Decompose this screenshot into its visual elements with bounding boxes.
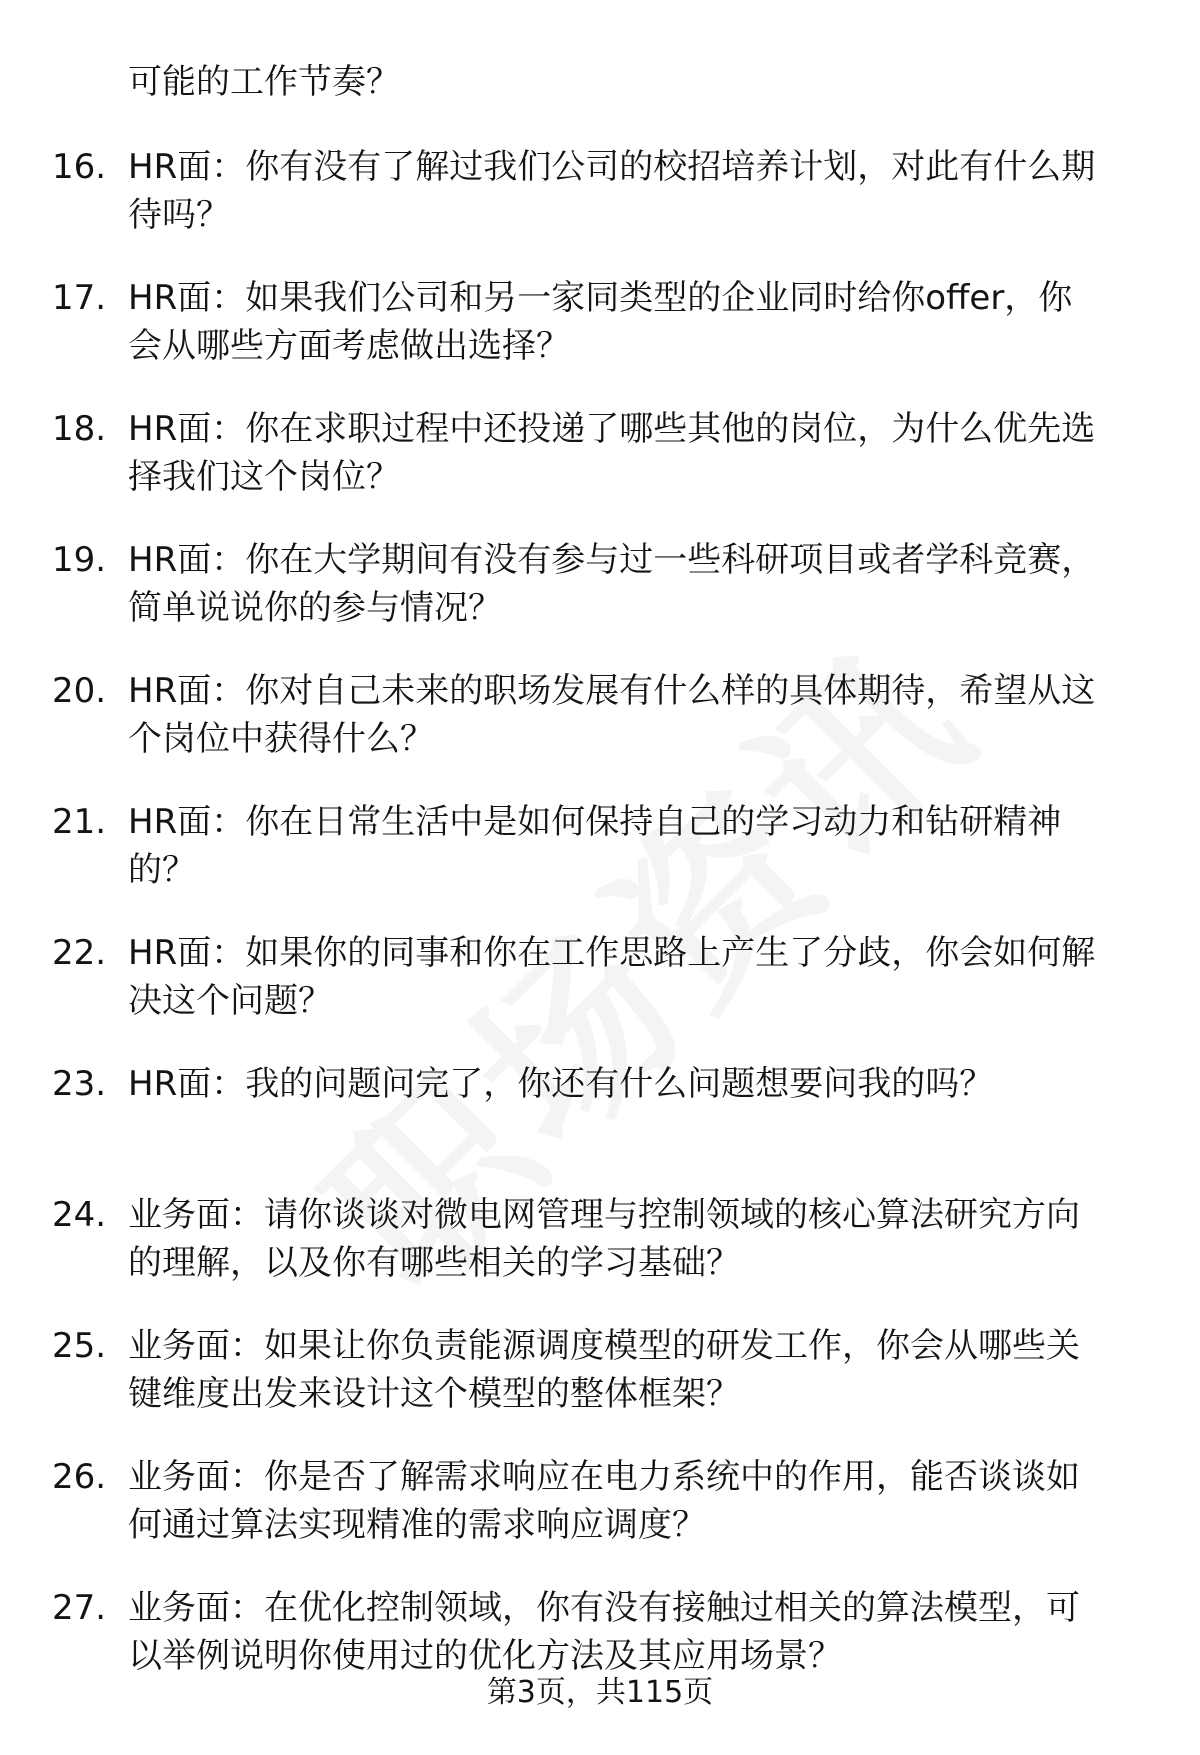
question-item bbox=[0, 1191, 1200, 1322]
question-item bbox=[0, 1453, 1200, 1584]
page-footer: 第3页，共115页 bbox=[486, 1675, 714, 1710]
question-number: 21. bbox=[52, 802, 107, 842]
question-text-line: 会从哪些方面考虑做出选择？ bbox=[128, 326, 570, 366]
question-item bbox=[0, 798, 1200, 929]
question-text-line: HR面：你在求职过程中还投递了哪些其他的岗位，为什么优先选 bbox=[128, 409, 1096, 449]
question-text-line: HR面：你在日常生活中是如何保持自己的学习动力和钻研精神 bbox=[128, 802, 1062, 842]
question-text-line: 的理解，以及你有哪些相关的学习基础？ bbox=[128, 1243, 740, 1283]
question-item bbox=[0, 143, 1200, 274]
question-text bbox=[128, 667, 1164, 763]
question-text bbox=[128, 536, 1164, 632]
question-text-line: HR面：你对自己未来的职场发展有什么样的具体期待，希望从这 bbox=[128, 671, 1096, 711]
question-text-line: 以举例说明你使用过的优化方法及其应用场景？ bbox=[128, 1636, 842, 1676]
question-text-line: 决这个问题？ bbox=[128, 981, 332, 1021]
question-item bbox=[0, 929, 1200, 1060]
question-text-line: 键维度出发来设计这个模型的整体框架？ bbox=[128, 1374, 740, 1414]
question-text bbox=[128, 929, 1164, 1025]
question-text-line: 简单说说你的参与情况？ bbox=[128, 588, 502, 628]
question-text bbox=[128, 1191, 1164, 1287]
question-number: 22. bbox=[52, 933, 107, 973]
question-number: 16. bbox=[52, 147, 107, 187]
question-number: 24. bbox=[52, 1195, 107, 1235]
question-text-line: 业务面：你是否了解需求响应在电力系统中的作用，能否谈谈如 bbox=[128, 1457, 1080, 1497]
question-text-line: HR面：如果我们公司和另一家同类型的企业同时给你offer，你 bbox=[128, 278, 1073, 318]
question-text-line: 个岗位中获得什么？ bbox=[128, 719, 434, 759]
question-number: 26. bbox=[52, 1457, 107, 1497]
question-text-line: 何通过算法实现精准的需求响应调度？ bbox=[128, 1505, 706, 1545]
question-item bbox=[0, 536, 1200, 667]
question-text bbox=[128, 798, 1164, 894]
question-number: 25. bbox=[52, 1326, 107, 1366]
question-text-line: 待吗？ bbox=[128, 195, 230, 235]
question-text-line: 业务面：在优化控制领域，你有没有接触过相关的算法模型，可 bbox=[128, 1588, 1080, 1628]
question-item bbox=[0, 1060, 1200, 1191]
question-text-line: HR面：你在大学期间有没有参与过一些科研项目或者学科竞赛， bbox=[128, 540, 1096, 580]
question-list bbox=[0, 143, 1200, 1715]
question-text bbox=[128, 143, 1164, 239]
continuation-line: 可能的工作节奏？ bbox=[128, 62, 400, 102]
question-text-line: 业务面：如果让你负责能源调度模型的研发工作，你会从哪些关 bbox=[128, 1326, 1080, 1366]
question-item bbox=[0, 667, 1200, 798]
question-text-line: HR面：你有没有了解过我们公司的校招培养计划，对此有什么期 bbox=[128, 147, 1096, 187]
question-number: 17. bbox=[52, 278, 107, 318]
question-text bbox=[128, 1322, 1164, 1418]
question-text-line: HR面：如果你的同事和你在工作思路上产生了分歧，你会如何解 bbox=[128, 933, 1096, 973]
question-text-line: 择我们这个岗位？ bbox=[128, 457, 400, 497]
question-text bbox=[128, 1060, 1164, 1108]
question-text-line: 业务面：请你谈谈对微电网管理与控制领域的核心算法研究方向 bbox=[128, 1195, 1080, 1235]
question-number: 23. bbox=[52, 1064, 107, 1104]
question-text bbox=[128, 1453, 1164, 1549]
question-number: 18. bbox=[52, 409, 107, 449]
question-number: 27. bbox=[52, 1588, 107, 1628]
question-text bbox=[128, 405, 1164, 501]
question-text-line: 的？ bbox=[128, 850, 196, 890]
question-item bbox=[0, 274, 1200, 405]
question-number: 20. bbox=[52, 671, 107, 711]
question-item bbox=[0, 405, 1200, 536]
question-item bbox=[0, 1322, 1200, 1453]
question-number: 19. bbox=[52, 540, 107, 580]
question-text bbox=[128, 274, 1164, 370]
question-text-line: HR面：我的问题问完了，你还有什么问题想要问我的吗？ bbox=[128, 1064, 994, 1104]
question-text bbox=[128, 1584, 1164, 1680]
